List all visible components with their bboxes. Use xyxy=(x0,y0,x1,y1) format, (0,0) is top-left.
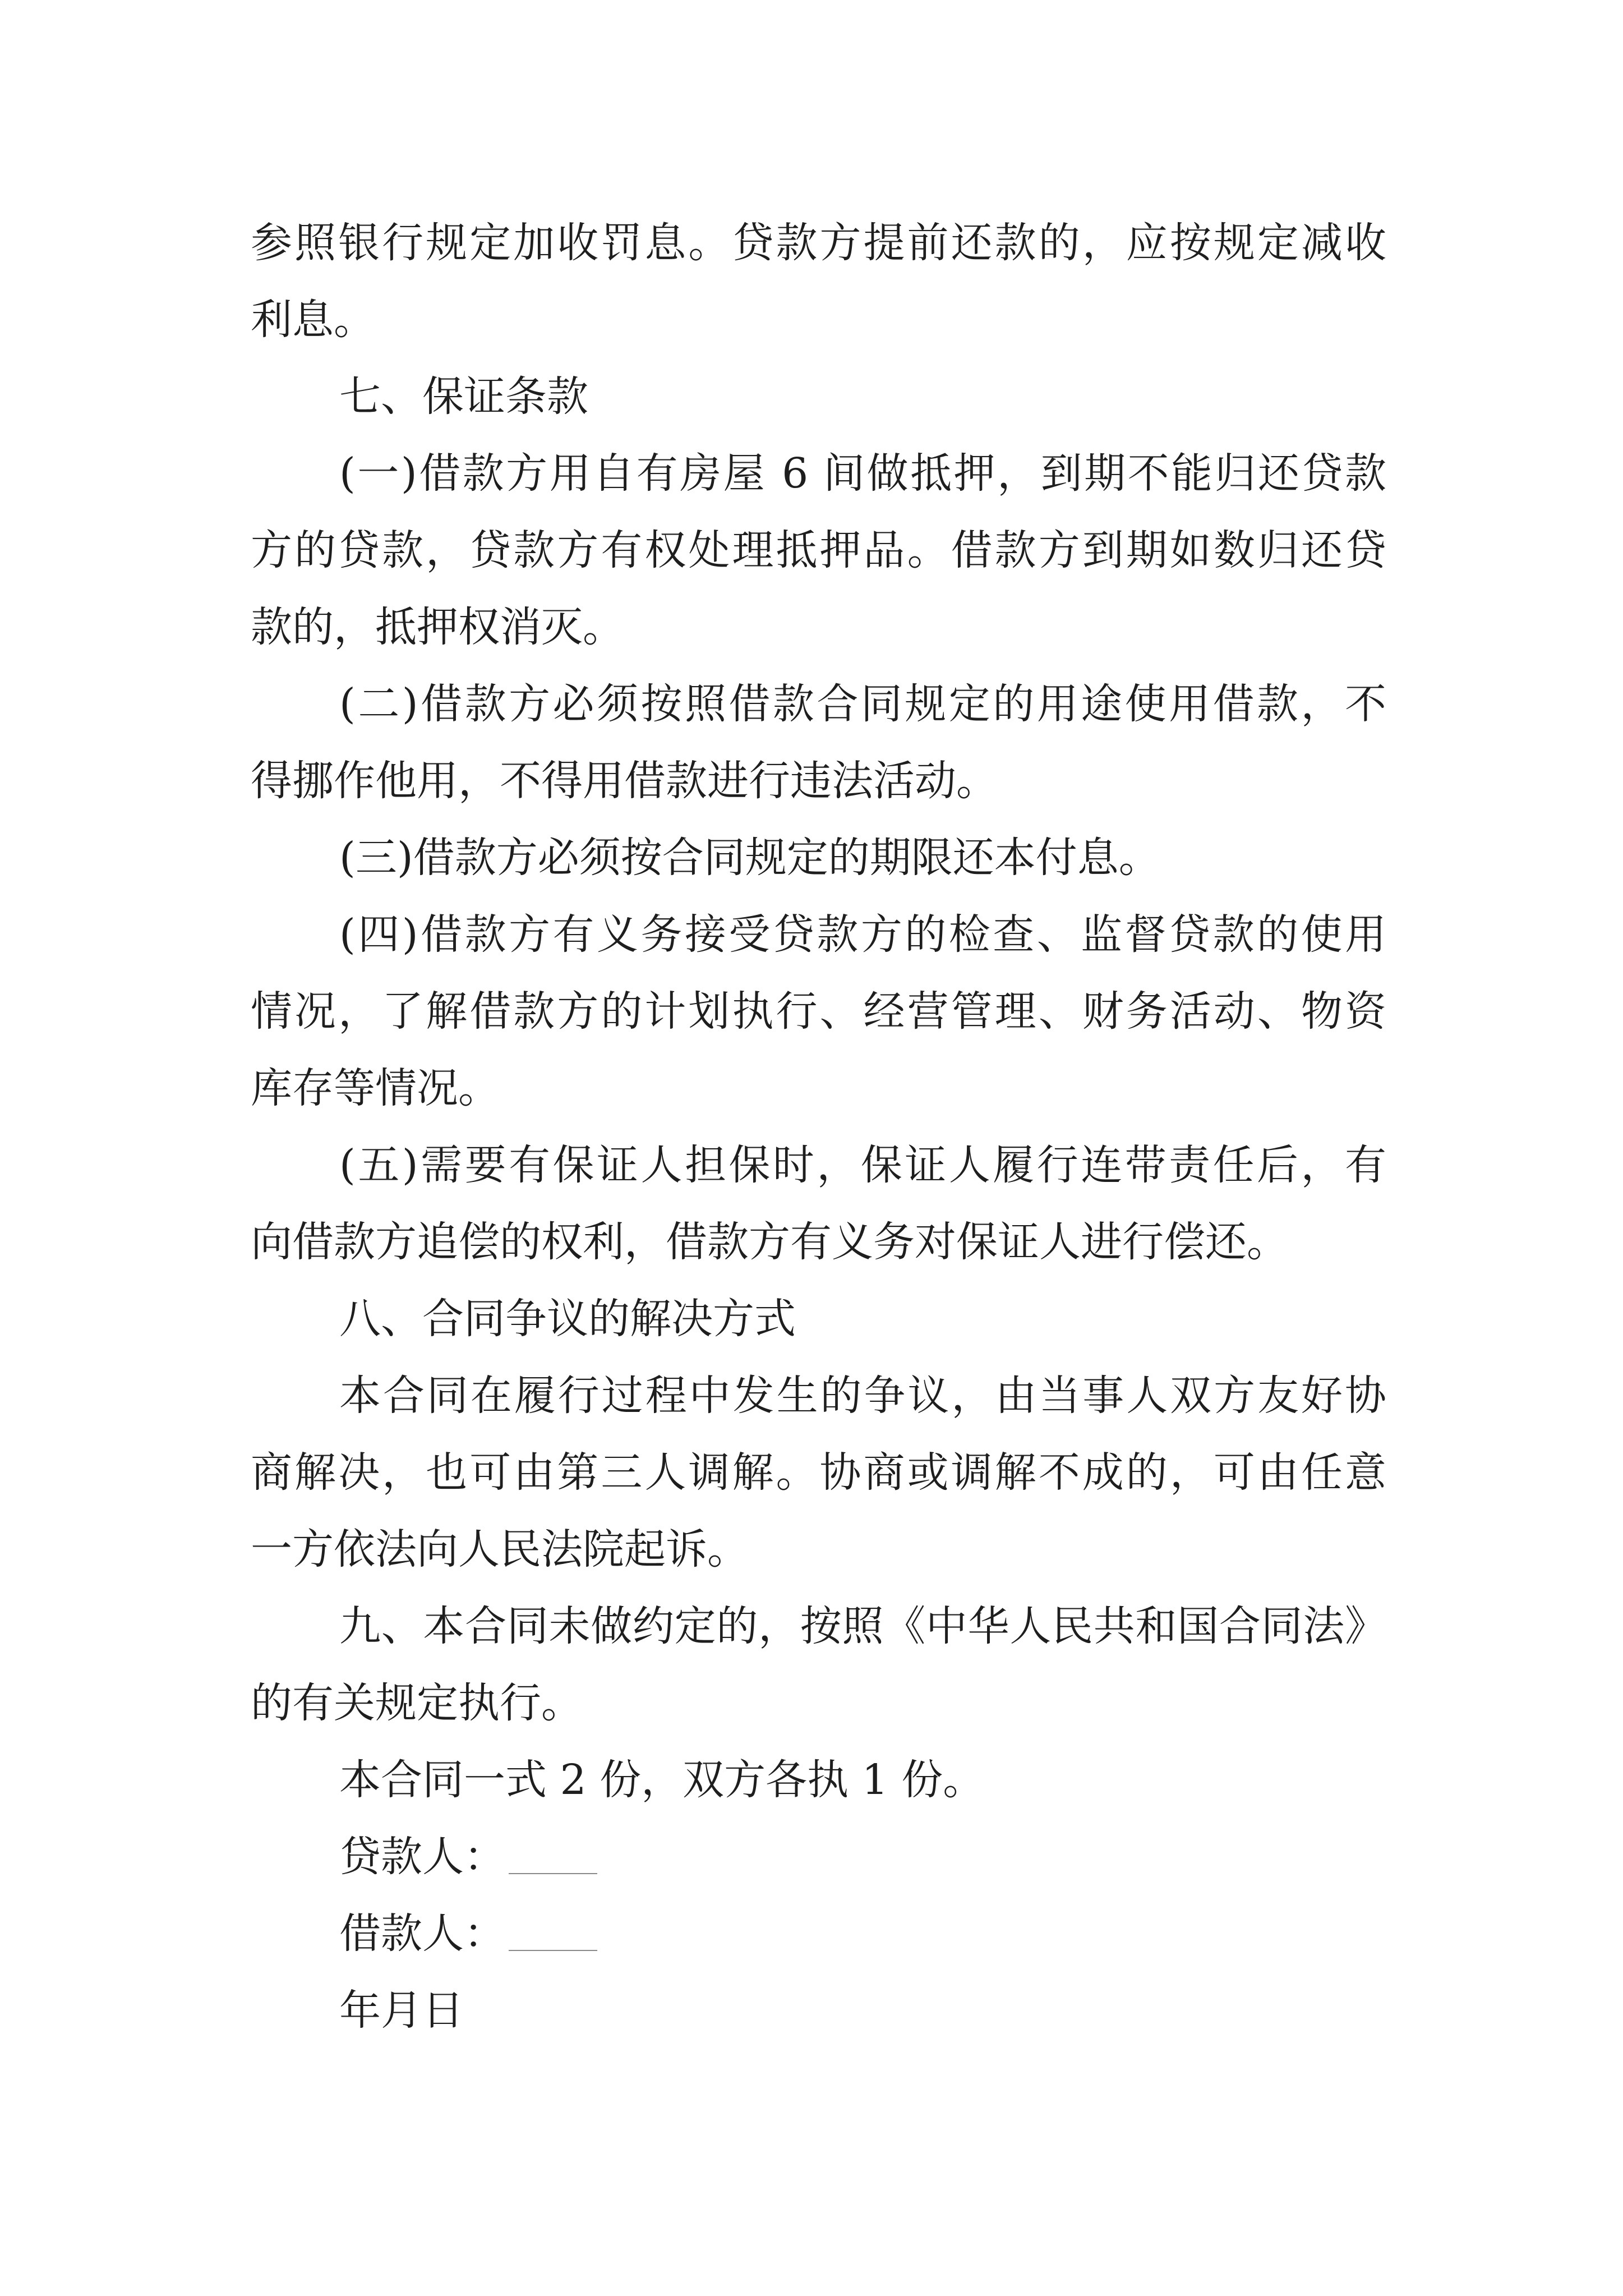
section-heading-guarantee: 七、保证条款 xyxy=(339,372,588,421)
paragraph-line: 本合同在履行过程中发生的争议，由当事人双方友好协 xyxy=(339,1372,1386,1420)
section-heading-dispute: 八、合同争议的解决方式 xyxy=(339,1295,796,1343)
lender-signature-blank xyxy=(509,1851,597,1874)
document-body xyxy=(251,205,1386,2049)
paragraph-line: 利息。 xyxy=(251,296,375,344)
borrower-label: 借款人： xyxy=(339,1910,505,1958)
clause-line: 得挪作他用，不得用借款进行违法活动。 xyxy=(251,757,998,805)
clause-line: (五)需要有保证人担保时，保证人履行连带责任后，有 xyxy=(339,1141,1386,1189)
borrower-signature-blank xyxy=(509,1927,597,1951)
paragraph-line: 一方依法向人民法院起诉。 xyxy=(251,1525,749,1573)
clause-line: 方的贷款，贷款方有权处理抵押品。借款方到期如数归还贷 xyxy=(251,526,1386,574)
clause-line: (三)借款方必须按合同规定的期限还本付息。 xyxy=(339,834,1160,882)
clause-line: (一)借款方用自有房屋 6 间做抵押，到期不能归还贷款 xyxy=(339,449,1386,498)
paragraph-line: 参照银行规定加收罚息。贷款方提前还款的，应按规定减收 xyxy=(251,219,1386,267)
lender-label: 贷款人： xyxy=(339,1833,505,1881)
clause-line: 库存等情况。 xyxy=(251,1064,500,1112)
clause-line: (四)借款方有义务接受贷款方的检查、监督贷款的使用 xyxy=(339,910,1386,959)
paragraph-line: 九、本合同未做约定的，按照《中华人民共和国合同法》 xyxy=(339,1602,1386,1650)
copies-note: 本合同一式 2 份，双方各执 1 份。 xyxy=(339,1756,985,1804)
lender-signature-row xyxy=(251,1819,1386,1895)
clause-line: 向借款方追偿的权利，借款方有义务对保证人进行偿还。 xyxy=(251,1218,1288,1266)
date-line: 年月日 xyxy=(339,1986,464,2035)
clause-line: 款的，抵押权消灭。 xyxy=(251,603,624,651)
borrower-signature-row xyxy=(251,1895,1386,1972)
paragraph-line: 的有关规定执行。 xyxy=(251,1679,583,1727)
clause-line: 情况，了解借款方的计划执行、经营管理、财务活动、物资 xyxy=(251,987,1386,1036)
paragraph-line: 商解决，也可由第三人调解。协商或调解不成的，可由任意 xyxy=(251,1448,1386,1497)
clause-line: (二)借款方必须按照借款合同规定的用途使用借款，不 xyxy=(339,680,1386,728)
